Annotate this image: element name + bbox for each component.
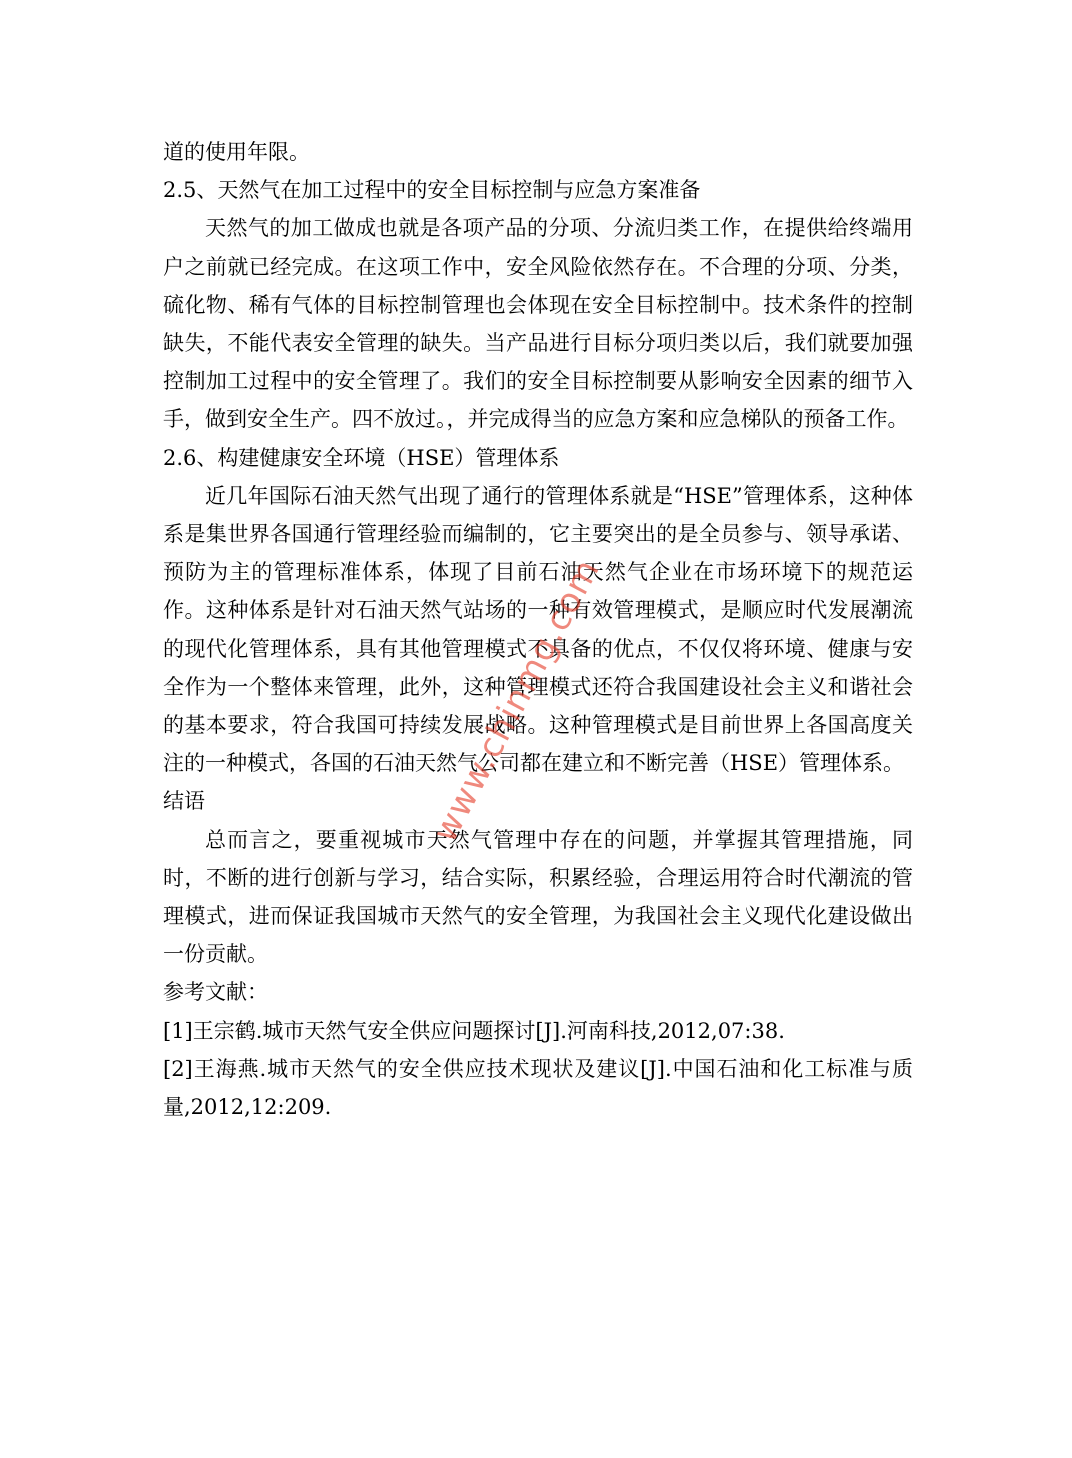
conclusion-paragraph: 总而言之，要重视城市天然气管理中存在的问题，并掌握其管理措施，同时，不断的进行创新与学习，结合实际，积累经验，合理运用符合时代潮流的管理模式，进而保证我国城市天然气的安全管理，为我国社会主义现代化建设做出一份贡献。 — [163, 827, 913, 967]
watermark-text: www.chinmg.com — [425, 552, 608, 849]
reference-item-1: [1]王宗鹤.城市天然气安全供应问题探讨[J].河南科技,2012,07:38. — [163, 1018, 785, 1043]
document-body — [163, 133, 913, 1126]
section-heading-2-5: 2.5、天然气在加工过程中的安全目标控制与应急方案准备 — [163, 178, 701, 203]
references-heading: 参考文献： — [163, 980, 268, 1005]
reference-item-2: [2]王海燕.城市天然气的安全供应技术现状及建议[J].中国石油和化工标准与质量,2012,12:209. — [163, 1056, 913, 1120]
section-paragraph-2-5: 天然气的加工做成也就是各项产品的分项、分流归类工作，在提供给终端用户之前就已经完成。在这项工作中，安全风险依然存在。不合理的分项、分类，硫化物、稀有气体的目标控制管理也会体现在安全目标控制中。技术条件的控制缺失，不能代表安全管理的缺失。当产品进行目标分项归类以后，我们就要加强控制加工过程中的安全管理了。我们的安全目标控制要从影响安全因素的细节入手，做到安全生产。四不放过。，并完成得当的应急方案和应急梯队的预备工作。 — [163, 216, 913, 432]
section-paragraph-2-6: 近几年国际石油天然气出现了通行的管理体系就是“HSE”管理体系，这种体系是集世界各国通行管理经验而编制的，它主要突出的是全员参与、领导承诺、预防为主的管理标准体系，体现了目前石油天然气企业在市场环境下的规范运作。这种体系是针对石油天然气站场的一种有效管理模式，是顺应时代发展潮流的现代化管理体系，具有其他管理模式不具备的优点，不仅仅将环境、健康与安全作为一个整体来管理，此外，这种管理模式还符合我国建设社会主义和谐社会的基本要求，符合我国可持续发展战略。这种管理模式是目前世界上各国高度关注的一种模式，各国的石油天然气公司都在建立和不断完善（HSE）管理体系。 — [163, 483, 913, 776]
conclusion-heading: 结语 — [163, 789, 205, 814]
section-heading-2-6: 2.6、构建健康安全环境（HSE）管理体系 — [163, 445, 560, 470]
continuation-text: 道的使用年限。 — [163, 140, 310, 164]
